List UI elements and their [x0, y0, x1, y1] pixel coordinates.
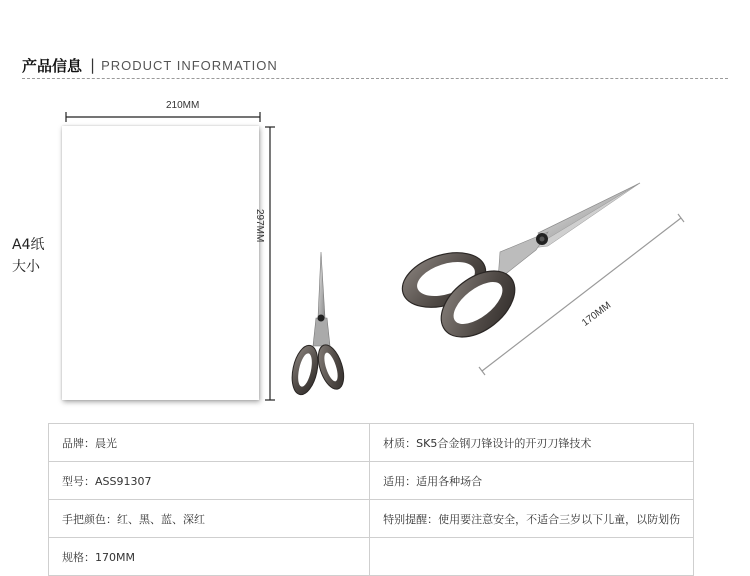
table-row [49, 500, 694, 538]
spec-empty [370, 538, 694, 576]
large-scissors-image [395, 183, 640, 350]
height-dimension-line [265, 127, 275, 400]
spec-warning: 特别提醒：使用要注意安全，不适合三岁以下儿童，以防划伤 [370, 500, 694, 538]
spec-handle-color: 手把颜色：红、黑、蓝、深红 [49, 500, 370, 538]
paper-width-label: 210MM [166, 100, 200, 111]
section-title-cn: 产品信息 [22, 56, 83, 75]
spec-usage: 适用：适用各种场合 [370, 462, 694, 500]
small-scissors-image [288, 252, 349, 397]
table-row [49, 538, 694, 576]
spec-size: 规格：170MM [49, 538, 370, 576]
a4-size-label-line2: 大小 [12, 259, 40, 275]
table-row [49, 424, 694, 462]
scissors-length-label: 170MM [580, 299, 614, 329]
paper-height-label: 297MM [254, 209, 265, 243]
spec-material: 材质：SK5合金钢刀锋设计的开刃刀锋技术 [370, 424, 694, 462]
spec-brand: 品牌：晨光 [49, 424, 370, 462]
a4-size-label-line1: A4纸 [12, 237, 45, 253]
section-title-en: PRODUCT INFORMATION [101, 57, 278, 73]
spec-table [48, 423, 694, 576]
spec-model: 型号：ASS91307 [49, 462, 370, 500]
table-row [49, 462, 694, 500]
width-dimension-line [66, 112, 260, 122]
title-separator: | [90, 56, 96, 74]
